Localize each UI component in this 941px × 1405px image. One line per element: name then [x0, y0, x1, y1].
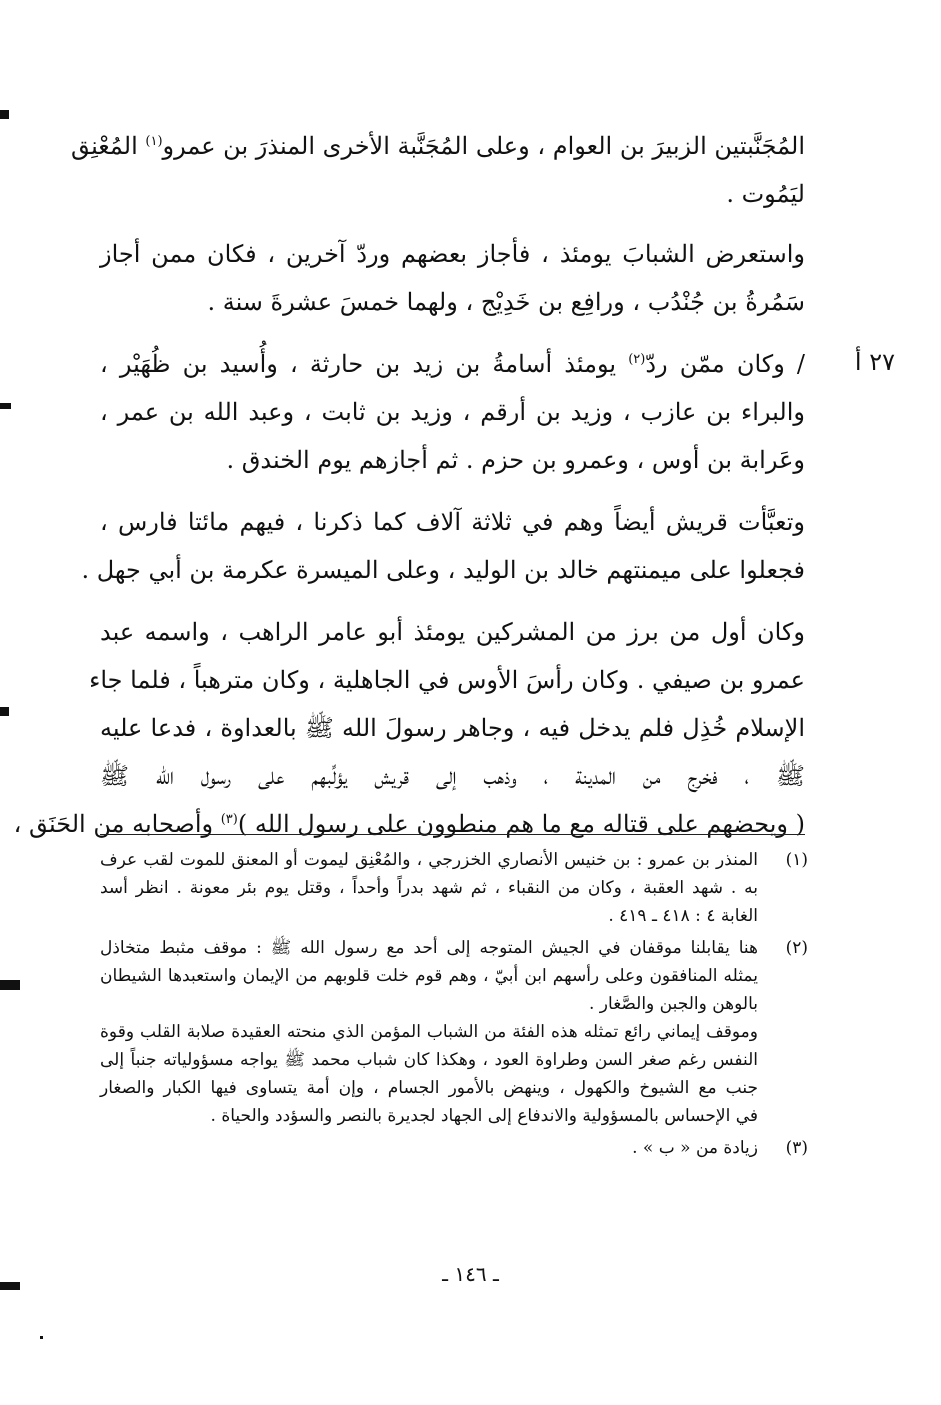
- text-line: فجعلوا على ميمنتهم خالد بن الوليد ، وعلى الميسرة عكرمة بن أبي جهل .: [81, 556, 805, 584]
- paragraph: [13, 608, 805, 848]
- text-line: وتعبَّأت قريش أيضاً وهم في ثلاثة آلاف كما ذكرنا ، فيهم مائتا فارس ،: [100, 508, 805, 536]
- footnote: [100, 934, 808, 1130]
- paragraph: [81, 498, 805, 594]
- footnote-ref[interactable]: (٢): [628, 352, 646, 367]
- paragraph: [100, 340, 805, 484]
- text-line: سَمُرةُ بن جُنْدُب ، ورافِع بن خَدِيْج ، ولهما خمسَ عشرةَ سنة .: [207, 288, 805, 316]
- page-number: ـ ١٤٦ ـ: [442, 1262, 499, 1286]
- footnote-line: به . شهد العقبة ، وكان من النقباء ، ثم شهد بدراً وأحداً ، وقتل يوم بئر معونة . انظر أسد: [100, 878, 758, 898]
- text-line: واستعرض الشبابَ يومئذ ، فأجاز بعضهم وردّ آخرين ، فكان ممن أجاز: [100, 240, 805, 268]
- footnote-line: في الإحساس بالمسؤولية والاندفاع إلى الجهاد لجديرة بالنصر والسؤدد والحياة .: [210, 1106, 758, 1126]
- footnote-line: الغابة ٤ : ٤١٨ ـ ٤١٩ .: [608, 906, 758, 926]
- footnote-line: يمثله المنافقون وعلى رأسهم ابن أبيّ ، وهم قوم خلت قلوبهم من الإيمان واستعبدها الشيطان: [100, 966, 758, 986]
- footnote-line: جنب مع الشيوخ والكهول ، وينهض بالأمور الجسام ، وإن أمة يتساوى فيها الكبار والصغار: [100, 1078, 758, 1098]
- footnote-number: (٢): [785, 938, 808, 958]
- footnote-line: زيادة من « ب » .: [632, 1138, 758, 1158]
- scan-artifact: [0, 110, 9, 119]
- footnote: [100, 846, 808, 930]
- paragraph: [71, 122, 805, 216]
- footnotes: [100, 846, 808, 1162]
- scan-artifact: [0, 980, 20, 990]
- footnote-line: هنا يقابلنا موقفان في الجيش المتوجه إلى أحد مع رسول الله ﷺ : موقف مثبط متخاذل: [100, 938, 758, 958]
- text-line: ﷺ ، فخرج من المدينة ، وذهب إلى قريش يؤلِّبهم على رسول الله ﷺ: [100, 762, 805, 790]
- footnote-number: (١): [785, 850, 808, 870]
- text-line: والبراء بن عازب ، وزيد بن أرقم ، وزيد بن ثابت ، وعبد الله بن عمر ،: [100, 398, 805, 426]
- text-line: / وكان ممّن ردّ$^{(٢)}$ يومئذ أسامةُ بن زيد بن حارثة ، وأُسيد بن ظُهَيْر ،: [100, 350, 806, 378]
- footnote-line: المنذر بن عمرو : بن خنيس الأنصاري الخزرجي ، والمُعْنِق ليموت أو المعنق للموت لقب عرف: [100, 850, 758, 870]
- paragraph: [100, 230, 805, 326]
- scan-artifact: [0, 1282, 20, 1290]
- footnote: [100, 1134, 808, 1162]
- text-line: المُجَنَّبتين الزبيرَ بن العوام ، وعلى المُجَنَّبة الأخرى المنذرَ بن عمرو$^{(١)}$ المُعْنِق: [71, 132, 805, 160]
- footnote-line: وموقف إيماني رائع تمثله هذه الفئة من الشباب المؤمن الذي منحته العقيدة صلابة القلب وقوة: [100, 1022, 758, 1042]
- footnote-line: النفس رغم صغر السن وطراوة العود ، وهكذا كان شباب محمد ﷺ يواجه مسؤولياته جنباً إلى: [100, 1050, 758, 1070]
- footnote-line: بالوهن والجبن والصَّغار .: [589, 994, 758, 1014]
- text-line: وعَرابة بن أوس ، وعمرو بن حزم . ثم أجازهم يوم الخندق .: [226, 446, 805, 474]
- footnote-ref[interactable]: (١): [145, 134, 163, 149]
- scan-artifact: [0, 707, 9, 716]
- footnote-number: (٣): [785, 1138, 808, 1158]
- text-line: وكان أول من برز من المشركين يومئذ أبو عامر الراهب ، واسمه عبد: [100, 618, 805, 646]
- text-line: ليَمُوت .: [726, 180, 805, 208]
- text-line: ( ويحضهم على قتاله مع ما هم منطوون على رسول الله )$^{(٣)}$ وأصحابه من الحَنَق ،: [13, 810, 805, 838]
- footnote-divider: [100, 834, 805, 835]
- main-text: [13, 122, 806, 862]
- text-line: عمرو بن صيفي . وكان رأسَ الأوس في الجاهلية ، وكان مترهباً ، فلما جاء: [89, 666, 805, 694]
- scan-artifact: [0, 403, 11, 409]
- footnote-ref[interactable]: (٣): [220, 812, 238, 827]
- manuscript-folio-marker: ٢٧ أ: [854, 348, 895, 376]
- scan-artifact: [40, 1336, 43, 1339]
- text-line: الإسلام خُذِل فلم يدخل فيه ، وجاهر رسولَ الله ﷺ بالعداوة ، فدعا عليه: [100, 714, 805, 742]
